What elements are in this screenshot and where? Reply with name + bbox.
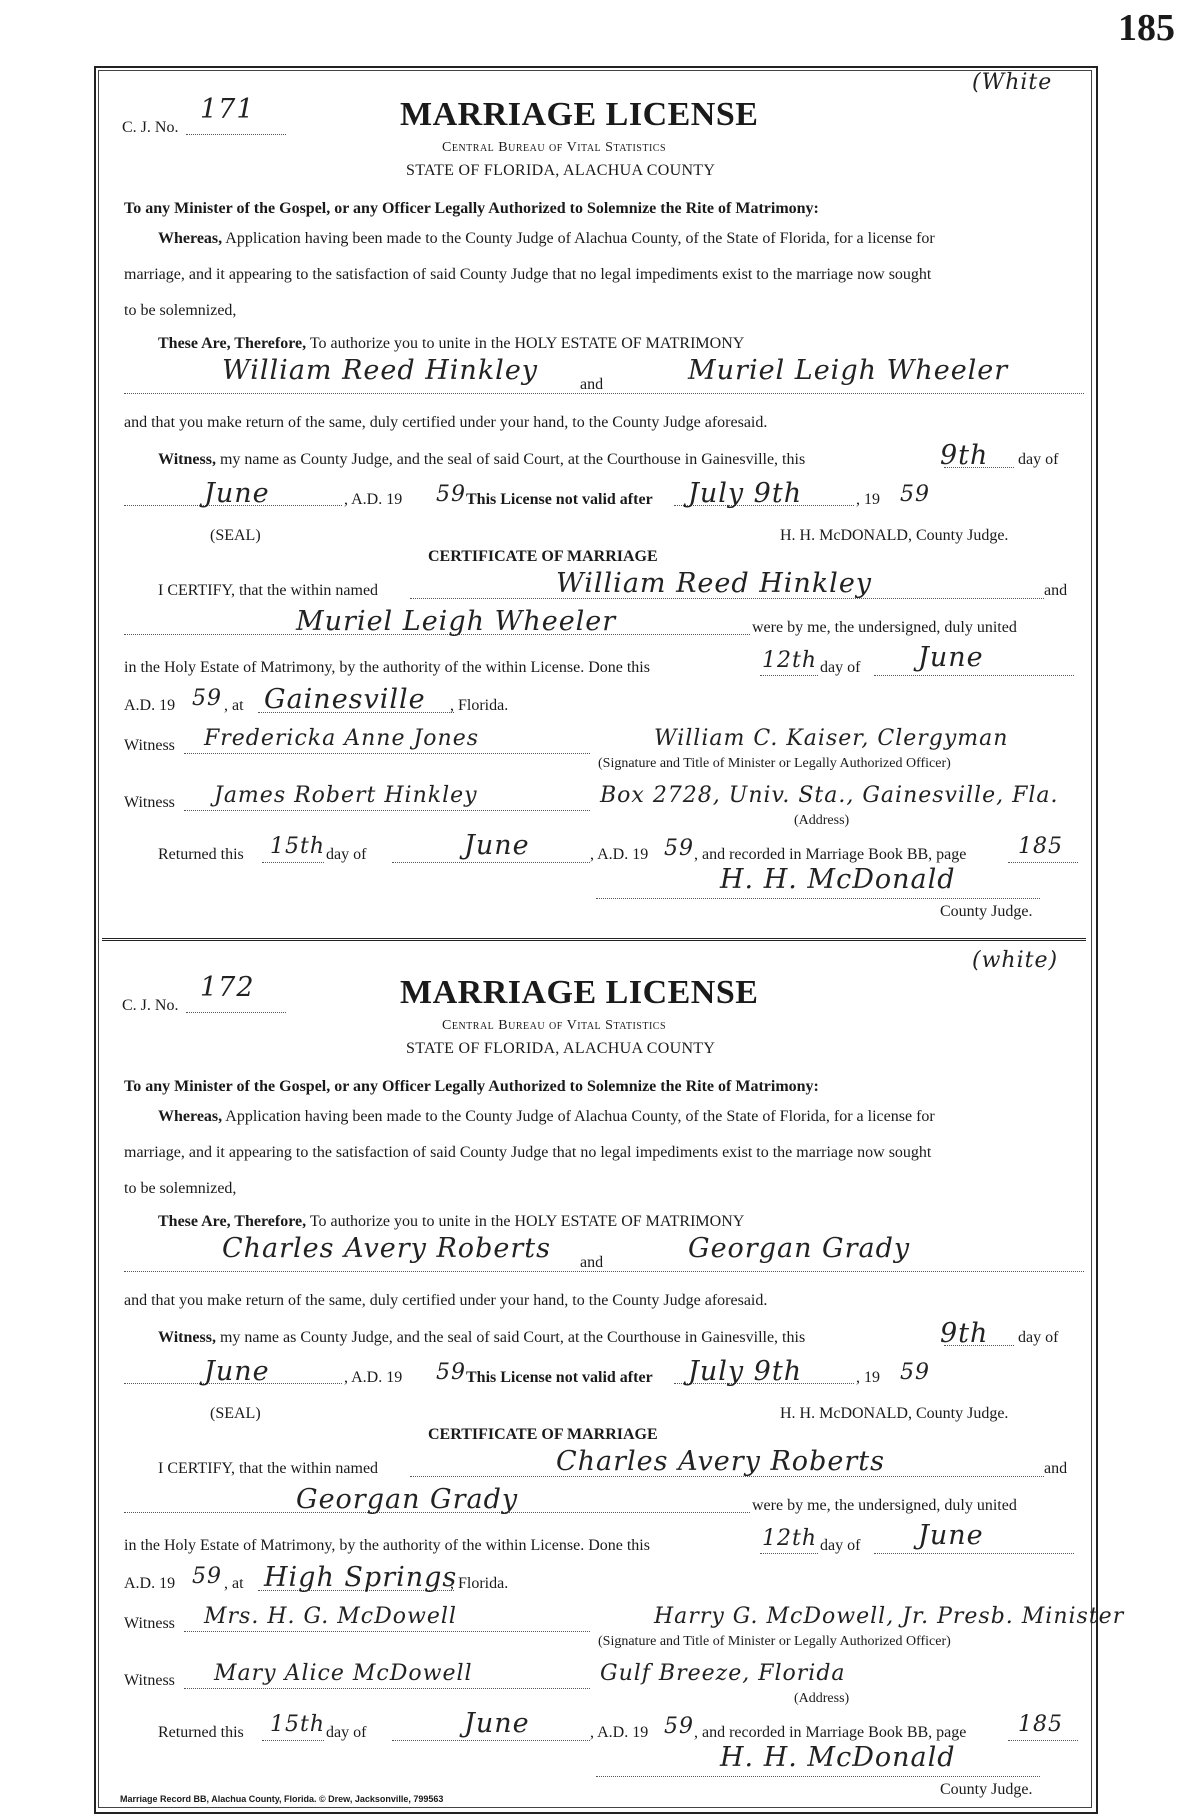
returned-year: 59	[664, 836, 694, 861]
returned-label: Returned this	[158, 1724, 244, 1741]
returned-month: June	[464, 1708, 530, 1739]
cert-bride-name: Muriel Leigh Wheeler	[296, 606, 617, 637]
license-title: MARRIAGE LICENSE	[400, 96, 759, 133]
at-label: , at	[224, 1575, 244, 1592]
at-label: , at	[224, 697, 244, 714]
returned-label: Returned this	[158, 846, 244, 863]
ad-label: , A.D. 19	[344, 1369, 403, 1386]
certify-label: I CERTIFY, that the within named	[158, 582, 379, 599]
witness-1-label: Witness	[124, 1615, 175, 1632]
done-year: 59	[192, 686, 222, 711]
record-page: 185	[1018, 834, 1063, 859]
done-day: 12th	[762, 648, 818, 673]
whereas-line-2: marriage, and it appearing to the satisfaction of said County Judge that no legal impediments exist to the marriage now sought	[124, 266, 932, 283]
and-label: and	[580, 376, 604, 393]
bureau-name: Central Bureau of Vital Statistics	[442, 140, 667, 155]
done-day: 12th	[762, 1526, 818, 1551]
cert-groom-name: Charles Avery Roberts	[556, 1446, 885, 1477]
witness-seal-line: Witness, my name as County Judge, and the seal of said Court, at the Courthouse in Gainesville, this	[158, 451, 806, 468]
returned-dayof-label: day of	[326, 846, 367, 863]
bride-name: Muriel Leigh Wheeler	[688, 355, 1009, 386]
done-ad-label: A.D. 19	[124, 697, 176, 714]
certificate-title: CERTIFICATE OF MARRIAGE	[428, 1426, 658, 1443]
cert-groom-name: William Reed Hinkley	[556, 568, 873, 599]
returned-ad-label: , A.D. 19	[590, 1724, 649, 1741]
officiant-signature: Harry G. McDowell, Jr. Presb. Minister	[654, 1604, 1125, 1629]
valid-year: 59	[900, 482, 930, 507]
recorded-label: , and recorded in Marriage Book BB, page	[694, 846, 967, 863]
footer-imprint: Marriage Record BB, Alachua County, Florida. © Drew, Jacksonville, 799563	[120, 1794, 444, 1804]
done-month: June	[918, 1520, 984, 1551]
florida-label: , Florida.	[450, 697, 509, 714]
holy-estate-line: in the Holy Estate of Matrimony, by the authority of the within License. Done this	[124, 659, 650, 676]
seal-label: (SEAL)	[210, 527, 261, 544]
were-united-label: were by me, the undersigned, duly united	[752, 1497, 1017, 1514]
issue-month: June	[204, 478, 270, 509]
cert-bride-name: Georgan Grady	[296, 1484, 519, 1515]
whereas-line-2: marriage, and it appearing to the satisfaction of said County Judge that no legal impediments exist to the marriage now sought	[124, 1144, 932, 1161]
issue-year: 59	[436, 1360, 466, 1385]
section-divider	[102, 938, 1086, 941]
whereas-line-3: to be solemnized,	[124, 1180, 237, 1197]
page-number: 185	[1118, 7, 1175, 49]
were-united-label: were by me, the undersigned, duly united	[752, 619, 1017, 636]
and-label-2: and	[1044, 582, 1068, 599]
witness-1-label: Witness	[124, 737, 175, 754]
day-of-label: day of	[1018, 451, 1059, 468]
returned-day: 15th	[270, 1712, 326, 1737]
certificate-title: CERTIFICATE OF MARRIAGE	[428, 548, 658, 565]
return-line: and that you make return of the same, duly certified under your hand, to the County Judge aforesaid.	[124, 414, 768, 431]
seal-label: (SEAL)	[210, 1405, 261, 1422]
bureau-name: Central Bureau of Vital Statistics	[442, 1018, 667, 1033]
ad-label: , A.D. 19	[344, 491, 403, 508]
whereas-line-1: Whereas, Application having been made to the County Judge of Alachua County, of the State of Florida, for a license for	[158, 230, 935, 247]
issue-day: 9th	[940, 1318, 989, 1349]
whereas-line-1: Whereas, Application having been made to the County Judge of Alachua County, of the State of Florida, for a license for	[158, 1108, 935, 1125]
returned-ad-label: , A.D. 19	[590, 846, 649, 863]
witness-1-name: Mrs. H. G. McDowell	[204, 1604, 457, 1629]
address-to: To any Minister of the Gospel, or any Officer Legally Authorized to Solemnize the Rite of Matrimony:	[124, 1078, 819, 1095]
judge-signature: H. H. McDonald	[720, 864, 956, 895]
marriage-place: High Springs	[264, 1562, 458, 1593]
state-county: STATE OF FLORIDA, ALACHUA COUNTY	[406, 1040, 716, 1057]
recorded-label: , and recorded in Marriage Book BB, page	[694, 1724, 967, 1741]
not-valid-label: This License not valid after	[466, 491, 653, 508]
county-judge-label: County Judge.	[940, 1781, 1033, 1798]
signature-caption: (Signature and Title of Minister or Legally Authorized Officer)	[598, 1634, 951, 1649]
day-of-label: day of	[1018, 1329, 1059, 1346]
witness-1-name: Fredericka Anne Jones	[204, 726, 479, 751]
issue-month: June	[204, 1356, 270, 1387]
issue-day: 9th	[940, 440, 989, 471]
and-label: and	[580, 1254, 604, 1271]
cj-number-label: C. J. No.	[122, 997, 179, 1014]
return-line: and that you make return of the same, duly certified under your hand, to the County Judge aforesaid.	[124, 1292, 768, 1309]
state-county: STATE OF FLORIDA, ALACHUA COUNTY	[406, 162, 716, 179]
address-to: To any Minister of the Gospel, or any Officer Legally Authorized to Solemnize the Rite of Matrimony:	[124, 200, 819, 217]
these-are-line: These Are, Therefore, To authorize you to unite in the HOLY ESTATE OF MATRIMONY	[158, 335, 745, 352]
groom-name: William Reed Hinkley	[222, 355, 539, 386]
address-caption: (Address)	[794, 813, 850, 828]
these-are-line: These Are, Therefore, To authorize you to unite in the HOLY ESTATE OF MATRIMONY	[158, 1213, 745, 1230]
and-label-2: and	[1044, 1460, 1068, 1477]
done-month: June	[918, 642, 984, 673]
cj-number: 171	[200, 94, 255, 125]
returned-year: 59	[664, 1714, 694, 1739]
marriage-place: Gainesville	[264, 684, 426, 715]
valid-year-prefix: , 19	[856, 1369, 880, 1386]
witness-2-name: Mary Alice McDowell	[214, 1661, 473, 1686]
valid-until: July 9th	[688, 1356, 803, 1387]
signature-caption: (Signature and Title of Minister or Legally Authorized Officer)	[598, 756, 951, 771]
cj-number: 172	[200, 972, 255, 1003]
done-year: 59	[192, 1564, 222, 1589]
license-title: MARRIAGE LICENSE	[400, 974, 759, 1011]
day-of-label-2: day of	[820, 659, 861, 676]
not-valid-label: This License not valid after	[466, 1369, 653, 1386]
bride-name: Georgan Grady	[688, 1233, 911, 1264]
holy-estate-line: in the Holy Estate of Matrimony, by the authority of the within License. Done this	[124, 1537, 650, 1554]
officiant-address: Gulf Breeze, Florida	[600, 1661, 846, 1686]
groom-name: Charles Avery Roberts	[222, 1233, 551, 1264]
race-note: (white)	[972, 948, 1059, 973]
race-note: (White	[972, 70, 1053, 95]
address-caption: (Address)	[794, 1691, 850, 1706]
valid-until: July 9th	[688, 478, 803, 509]
issue-year: 59	[436, 482, 466, 507]
judge-name: H. H. McDONALD, County Judge.	[780, 527, 1009, 544]
returned-day: 15th	[270, 834, 326, 859]
witness-seal-line: Witness, my name as County Judge, and the seal of said Court, at the Courthouse in Gainesville, this	[158, 1329, 806, 1346]
witness-2-label: Witness	[124, 794, 175, 811]
certify-label: I CERTIFY, that the within named	[158, 1460, 379, 1477]
witness-2-name: James Robert Hinkley	[214, 783, 478, 808]
officiant-address: Box 2728, Univ. Sta., Gainesville, Fla.	[600, 783, 1059, 808]
returned-dayof-label: day of	[326, 1724, 367, 1741]
valid-year: 59	[900, 1360, 930, 1385]
record-page: 185	[1018, 1712, 1063, 1737]
judge-name: H. H. McDONALD, County Judge.	[780, 1405, 1009, 1422]
whereas-line-3: to be solemnized,	[124, 302, 237, 319]
officiant-signature: William C. Kaiser, Clergyman	[654, 726, 1009, 751]
witness-2-label: Witness	[124, 1672, 175, 1689]
done-ad-label: A.D. 19	[124, 1575, 176, 1592]
judge-signature: H. H. McDonald	[720, 1742, 956, 1773]
returned-month: June	[464, 830, 530, 861]
county-judge-label: County Judge.	[940, 903, 1033, 920]
valid-year-prefix: , 19	[856, 491, 880, 508]
florida-label: , Florida.	[450, 1575, 509, 1592]
cj-number-label: C. J. No.	[122, 119, 179, 136]
day-of-label-2: day of	[820, 1537, 861, 1554]
